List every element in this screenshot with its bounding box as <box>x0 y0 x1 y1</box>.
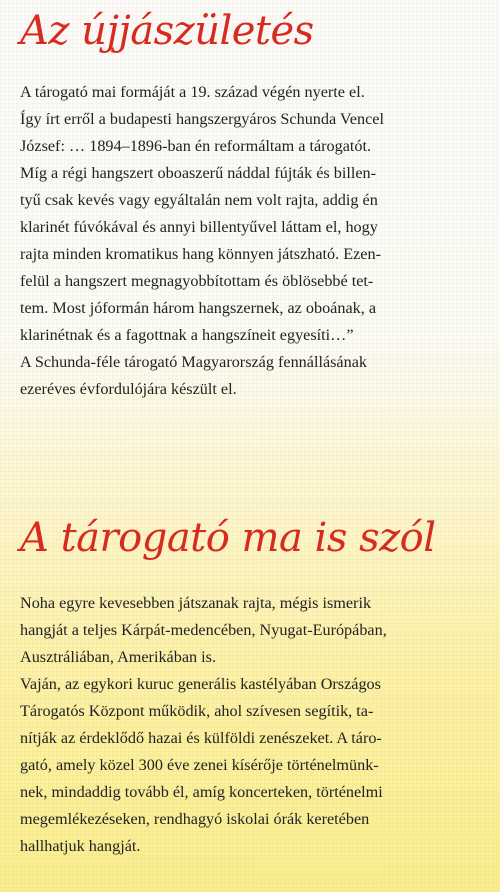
body-line: hangját a teljes Kárpát-medencében, Nyugat-Európában, <box>20 621 387 639</box>
body-line: Míg a régi hangszert oboaszerű náddal fújták és billen- <box>20 164 376 182</box>
body-line: Tárogatós Központ működik, ahol szívesen segítik, ta- <box>20 702 374 720</box>
body-line: Így írt erről a budapesti hangszergyáros Schunda Vencel <box>20 110 384 128</box>
body-line: gató, amely közel 300 éve zenei kísérője történelmünk- <box>20 756 379 774</box>
body-line: tyű csak kevés vagy egyáltalán nem volt rajta, addig én <box>20 191 378 209</box>
body-line: A Schunda-féle tárogató Magyarország fennállásának <box>20 353 367 371</box>
body-line: Vaján, az egykori kuruc generális kastélyában Országos <box>20 675 381 693</box>
body-line: ezeréves évfordulójára készült el. <box>20 380 237 398</box>
section-heading-rebirth: Az újjászületés <box>20 8 314 54</box>
body-line: József: … 1894–1896-ban én reformáltam a tárogatót. <box>20 137 372 155</box>
section-body-rebirth <box>20 79 486 403</box>
section-heading-today: A tárogató ma is szól <box>20 515 436 561</box>
body-line: nek, mindaddig tovább él, amíg koncerteken, történelmi <box>20 783 383 801</box>
body-line: felül a hangszert megnagyobbítottam és öblösebbé tet- <box>20 272 374 290</box>
body-line: A tárogató mai formáját a 19. század végén nyerte el. <box>20 83 365 101</box>
body-line: rajta minden kromatikus hang könnyen játszható. Ezen- <box>20 245 381 263</box>
body-line: tem. Most jóformán három hangszernek, az oboának, a <box>20 299 377 317</box>
body-line: Noha egyre kevesebben játszanak rajta, mégis ismerik <box>20 594 372 612</box>
section-body-today <box>20 590 486 860</box>
body-line: klarinétnak és a fagottnak a hangszíneit egyesíti…” <box>20 326 354 344</box>
body-line: klarinét fúvókával és annyi billentyűvel láttam el, hogy <box>20 218 378 236</box>
body-line: Ausztráliában, Amerikában is. <box>20 648 216 666</box>
body-line: hallhatjuk hangját. <box>20 837 141 855</box>
body-line: nítják az érdeklődő hazai és külföldi zenészeket. A táro- <box>20 729 382 747</box>
body-line: megemlékezéseken, rendhagyó iskolai órák keretében <box>20 810 370 828</box>
